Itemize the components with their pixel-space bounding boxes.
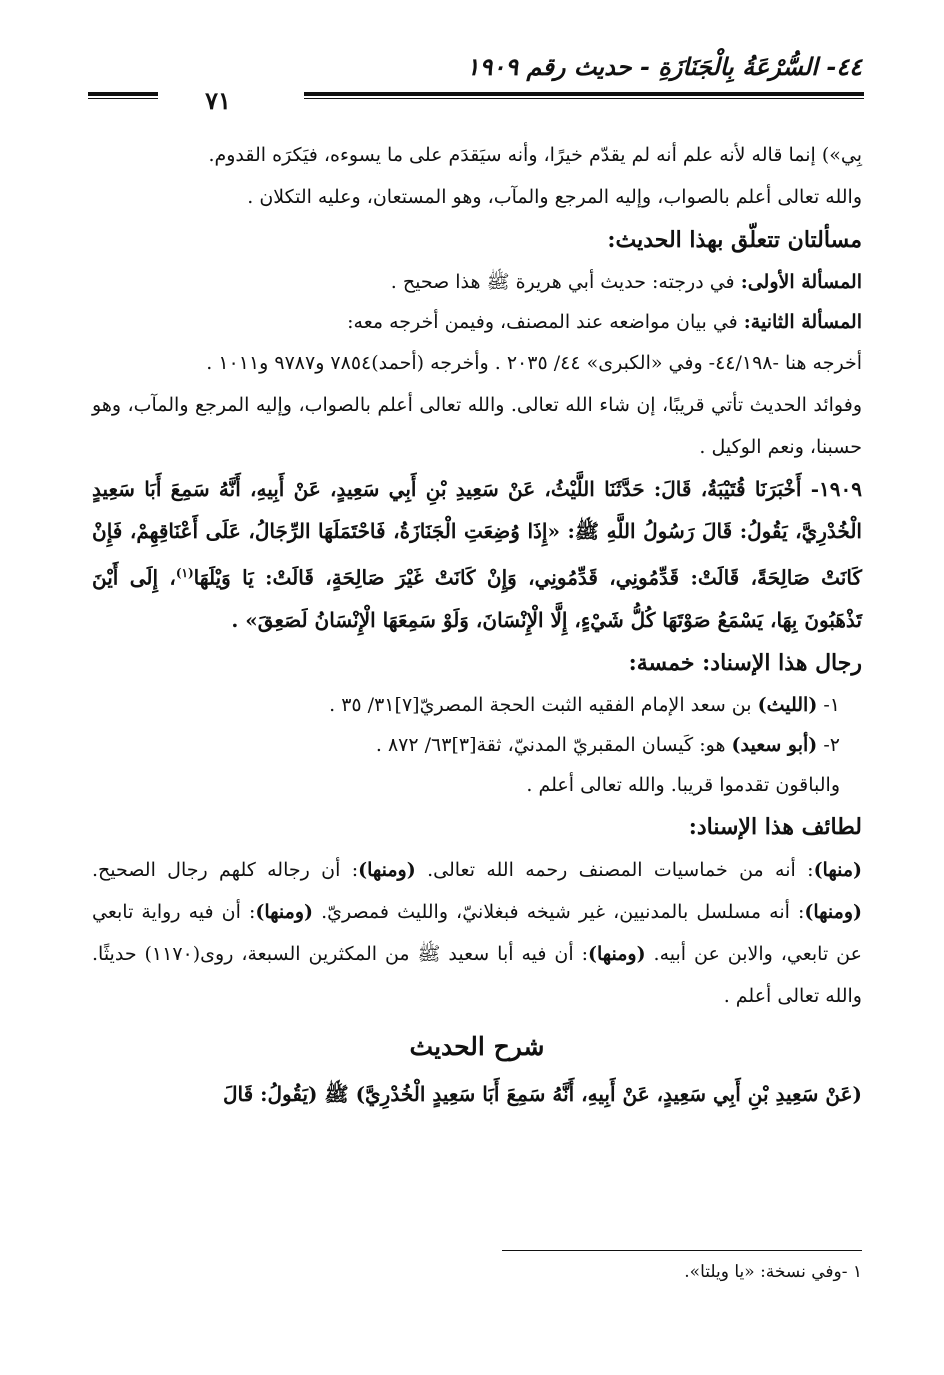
sharh-heading: شرح الحديث bbox=[409, 1031, 545, 1061]
narrator-2-text: هو: كَيسان المقبريّ المدنيّ، ثقة[٣]٦٣/ ٨٧٢ . bbox=[375, 733, 732, 756]
narrator-1-number: ١- bbox=[817, 693, 840, 716]
intro-line-2: والله تعالى أعلم بالصواب، وإليه المرجع والمآب، وهو المستعان، وعليه التكلان . bbox=[247, 186, 862, 208]
second-issue bbox=[92, 302, 862, 342]
footnote-divider bbox=[502, 1250, 862, 1251]
narrator-1-text: بن سعد الإمام الفقيه الثبت الحجة المصريّ[٧]٣١/ ٣٥ . bbox=[329, 693, 758, 716]
footnote-marker: (١) bbox=[175, 566, 194, 580]
narrator-2-number: ٢- bbox=[817, 733, 840, 756]
running-title: ٤٤- السُّرْعَةُ بِالْجَنَازَةِ - حديث رقم ١٩٠٩ bbox=[466, 52, 862, 81]
hadith-text-part-1: ١٩٠٩- أَخْبَرَنَا قُتَيْبَةُ، قَالَ: حَدَّثَنَا اللَّيْثُ، عَنْ سَعِيدِ بْنِ أَبِي سَعِيدٍ، عَنْ أَبِيهِ، أَنَّهُ سَمِعَ أَبَا سَعِيدٍ الْخُدْرِيَّ، يَقُولُ: قَالَ رَسُولُ اللَّهِ ﷺ: «إِذَا وُضِعَتِ الْجَنَازَةُ، فَاحْتَمَلَهَا الرِّجَالُ، عَلَى أَعْنَاقِهِمْ، فَإِنْ كَانَتْ صَالِحَةً، قَالَتْ: قَدِّمُونِي، قَدِّمُونِي، وَإِنْ كَانَتْ غَيْرَ صَالِحَةٍ، قَالَتْ: يَا وَيْلَهَا bbox=[92, 477, 862, 590]
hadith-text-part-2: ، إِلَى أَيْنَ تَذْهَبُونَ بِهَا، يَسْمَعُ صَوْتَهَا كُلُّ شَيْءٍ، إِلَّا الْإِنْسَانَ، وَلَوْ سَمِعَهَا الْإِنْسَانُ لَصَعِقَ» . bbox=[92, 565, 862, 632]
lataif-point-4-text: : أن فيه رواية تابعي عن تابعي، والابن عن أبيه. bbox=[92, 900, 862, 965]
lataif-point-5-text: : أن فيه أبا سعيد ﷺ من المكثرين السبعة، روى(١١٧٠) حديثًا. والله تعالى أعلم . bbox=[92, 942, 862, 1007]
narrator-1-name: (الليث) bbox=[757, 693, 818, 716]
narrator-2 bbox=[92, 725, 862, 765]
footnote: ١ -وفي نسخة: «يا ويلتا». bbox=[684, 1262, 862, 1282]
sharh-text: (عَنْ سَعِيدِ بْنِ أَبِي سَعِيدٍ، عَنْ أَبِيهِ، أَنَّهُ سَمِعَ أَبَا سَعِيدٍ الْخُدْرِيَّ) ﷺ (يَقُولُ: قَالَ bbox=[222, 1081, 862, 1106]
intro-line-1: بِي») إنما قاله لأنه علم أنه لم يقدّم خيرًا، وأنه سيَقدَم على ما يسوءه، فيَكرَه القدوم. bbox=[208, 144, 862, 166]
fawaid-paragraph: وفوائد الحديث تأتي قريبًا، إن شاء الله تعالى. والله تعالى أعلم بالصواب، وإليه المرجع والمآب، وهو حسبنا، ونعم الوكيل . bbox=[92, 394, 862, 458]
first-issue-text: في درجته: حديث أبي هريرة ﷺ هذا صحيح . bbox=[390, 271, 741, 293]
lataif-paragraph bbox=[92, 849, 862, 1017]
lataif-point-2-text: : أن رجاله كلهم رجال الصحيح. bbox=[92, 858, 359, 881]
masaalatan-heading: مسألتان تتعلّق بهذا الحديث: bbox=[607, 227, 862, 253]
page-body bbox=[92, 134, 862, 1115]
first-issue bbox=[92, 262, 862, 302]
takhrij-paragraph: أخرجه هنا -٤٤/١٩٨- وفي «الكبرى» ٤٤/ ٢٠٣٥ . وأخرجه (أحمد)٧٨٥٤ و٩٧٨٧ و١٠١١ . bbox=[206, 352, 862, 374]
header-rule-left bbox=[88, 92, 158, 102]
lataif-point-1-label: (منها) bbox=[813, 858, 862, 881]
first-issue-label: المسألة الأولى: bbox=[740, 271, 862, 293]
rijal-heading: رجال هذا الإسناد: خمسة: bbox=[628, 649, 862, 676]
lataif-point-3-text: : أنه مسلسل بالمدنيين، غير شيخه فبغلانيّ، والليث فمصريّ. bbox=[313, 900, 805, 923]
narrator-2-name: (أبو سعيد) bbox=[731, 733, 818, 756]
lataif-point-4-label: (ومنها) bbox=[255, 900, 313, 923]
second-issue-text: في بيان مواضعه عند المصنف، وفيمن أخرجه معه: bbox=[347, 311, 744, 333]
lataif-point-5-label: (ومنها) bbox=[587, 942, 646, 965]
lataif-point-3-label: (ومنها) bbox=[804, 900, 862, 923]
narrators-rest: والباقون تقدموا قريبا. والله تعالى أعلم . bbox=[526, 773, 840, 796]
header-rule-right bbox=[304, 92, 864, 102]
lataif-point-2-label: (ومنها) bbox=[358, 858, 416, 881]
page-number: ٧١ bbox=[205, 86, 231, 115]
lataif-heading: لطائف هذا الإسناد: bbox=[688, 813, 862, 840]
lataif-point-1-text: : أنه من خماسيات المصنف رحمه الله تعالى. bbox=[415, 858, 814, 881]
narrator-1 bbox=[92, 685, 862, 725]
second-issue-label: المسألة الثانية: bbox=[743, 311, 862, 333]
hadith-text bbox=[92, 468, 862, 641]
page-header bbox=[88, 52, 864, 118]
